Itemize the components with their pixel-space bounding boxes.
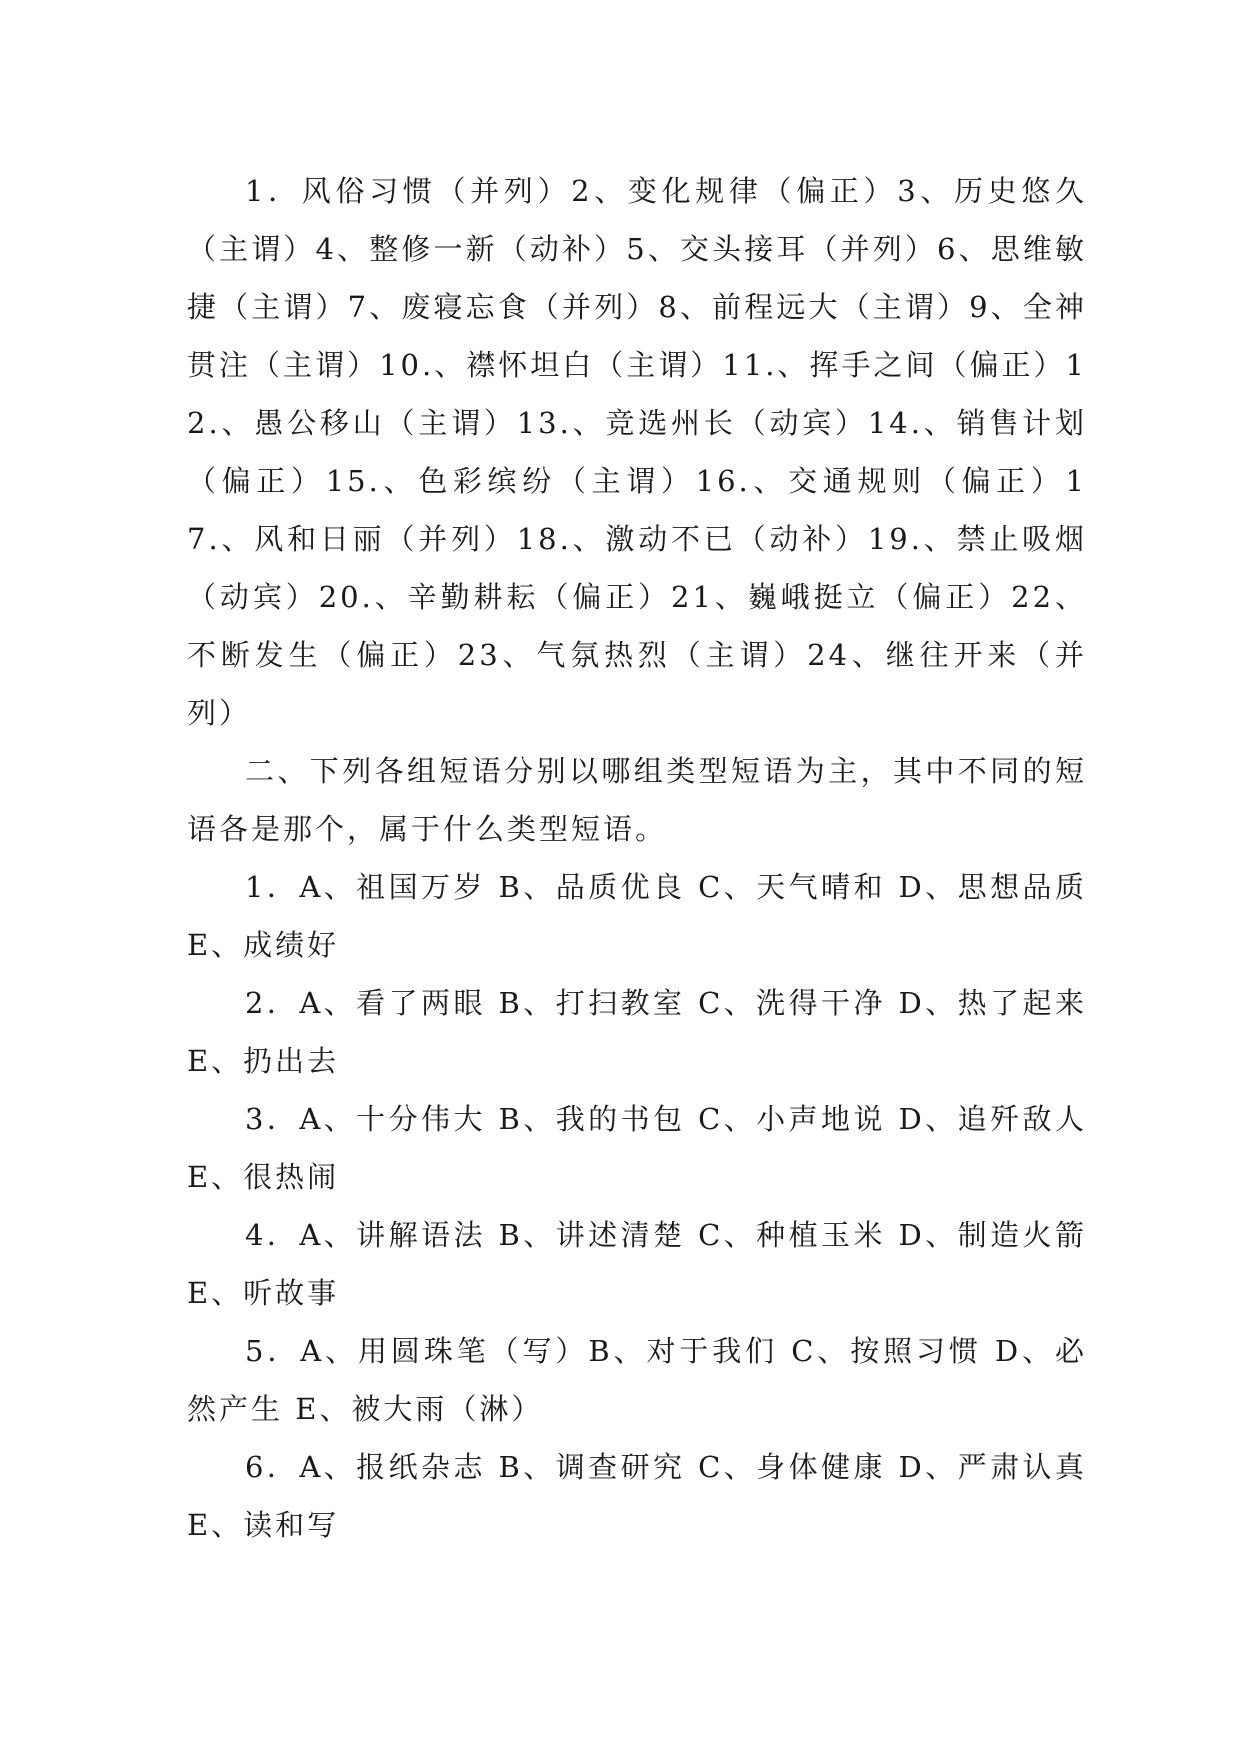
question-4: 4．A、讲解语法 B、讲述清楚 C、种植玉米 D、制造火箭 E、听故事 <box>187 1218 1087 1310</box>
answer-list-paragraph: 1．风俗习惯（并列）2、变化规律（偏正）3、历史悠久（主谓）4、整修一新（动补）5、交头接耳（并列）6、思维敏捷（主谓）7、废寝忘食（并列）8、前程远大（主谓）9、全神贯注（主谓）10.、襟怀坦白（主谓）11.、挥手之间（偏正）12.、愚公移山（主谓）13.、竞选州长（动宾）14.、销售计划（偏正）15.、色彩缤纷（主谓）16.、交通规则（偏正）17.、风和日丽（并列）18.、激动不已（动补）19.、禁止吸烟（动宾）20.、辛勤耕耘（偏正）21、巍峨挺立（偏正）22、不断发生（偏正）23、气氛热烈（主谓）24、继往开来（并列） <box>187 174 1087 730</box>
document-page <box>187 162 1087 1554</box>
question-2: 2．A、看了两眼 B、打扫教室 C、洗得干净 D、热了起来 E、扔出去 <box>187 986 1087 1078</box>
question-1: 1．A、祖国万岁 B、品质优良 C、天气晴和 D、思想品质 E、成绩好 <box>187 870 1087 962</box>
question-6: 6．A、报纸杂志 B、调查研究 C、身体健康 D、严肃认真 E、读和写 <box>187 1450 1087 1542</box>
question-3: 3．A、十分伟大 B、我的书包 C、小声地说 D、追歼敌人 E、很热闹 <box>187 1102 1087 1194</box>
section-two-heading: 二、下列各组短语分别以哪组类型短语为主，其中不同的短语各是那个，属于什么类型短语。 <box>187 754 1087 846</box>
question-5: 5．A、用圆珠笔（写）B、对于我们 C、按照习惯 D、必然产生 E、被大雨（淋） <box>187 1334 1087 1426</box>
